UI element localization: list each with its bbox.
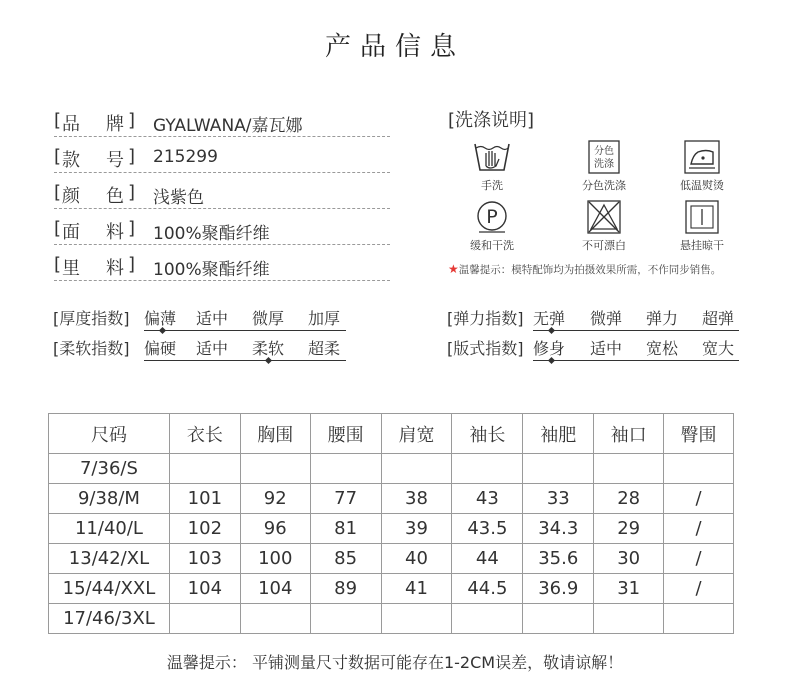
column-header: 胸围 (240, 414, 310, 454)
column-header: 袖口 (594, 414, 664, 454)
table-cell (240, 454, 310, 484)
index-label: [厚度指数] (53, 309, 130, 328)
spec-value: 100%聚酯纤维 (153, 224, 270, 244)
table-cell: 104 (169, 574, 240, 604)
index-label: [弹力指数] (447, 309, 524, 328)
table-cell: 102 (169, 514, 240, 544)
table-cell: 39 (381, 514, 452, 544)
wash-label: 分色洗涤 (582, 179, 626, 192)
table-cell: 41 (381, 574, 452, 604)
table-cell: 38 (381, 484, 452, 514)
column-header: 臀围 (664, 414, 734, 454)
table-cell (381, 454, 452, 484)
index-option: 宽大 (702, 339, 735, 358)
table-cell: 89 (310, 574, 381, 604)
table-cell (594, 454, 664, 484)
wash-item-hand-wash (447, 140, 537, 193)
table-cell: 35.6 (523, 544, 594, 574)
table-cell: 100 (240, 544, 310, 574)
table-cell: 11/40/L (49, 514, 170, 544)
table-cell (169, 604, 240, 634)
table-row (49, 514, 734, 544)
table-cell: 40 (381, 544, 452, 574)
table-row (49, 604, 734, 634)
table-cell: 77 (310, 484, 381, 514)
index-option: 适中 (196, 309, 229, 328)
spec-label-2: 料 (106, 258, 124, 279)
index-option: 超弹 (702, 309, 735, 328)
wash-label: 低温熨烫 (680, 179, 724, 192)
index-option: 弹力 (646, 309, 679, 328)
table-cell: 33 (523, 484, 594, 514)
table-cell: 34.3 (523, 514, 594, 544)
wash-item-hang-dry (657, 200, 747, 253)
table-cell: 15/44/XXL (49, 574, 170, 604)
wash-item-no-bleach (559, 200, 649, 253)
table-cell: 36.9 (523, 574, 594, 604)
table-cell (523, 604, 594, 634)
table-cell: 13/42/XL (49, 544, 170, 574)
gentle-dry-clean-icon (474, 200, 510, 234)
page-title: 产品信息 (324, 32, 465, 62)
spec-label-1: 款 (62, 150, 80, 171)
spec-value: 100%聚酯纤维 (153, 260, 270, 280)
table-cell (452, 604, 523, 634)
index-elasticity (447, 306, 747, 332)
index-option: 修身 (533, 339, 566, 358)
hand-wash-icon (473, 140, 511, 174)
table-cell: 103 (169, 544, 240, 574)
index-label: [柔软指数] (53, 339, 130, 358)
column-header: 肩宽 (381, 414, 452, 454)
index-fit (447, 336, 747, 362)
table-cell: / (664, 484, 734, 514)
spec-value: GYALWANA/嘉瓦娜 (153, 116, 303, 136)
table-cell (310, 604, 381, 634)
index-option: 偏硬 (144, 339, 177, 358)
table-header-row (49, 414, 734, 454)
spec-label-1: 里 (62, 258, 80, 279)
table-row (49, 484, 734, 514)
table-row (49, 454, 734, 484)
table-cell: 43.5 (452, 514, 523, 544)
table-cell: 31 (594, 574, 664, 604)
table-row (49, 574, 734, 604)
wash-label: 手洗 (481, 179, 503, 192)
table-cell: 29 (594, 514, 664, 544)
table-cell (310, 454, 381, 484)
table-cell (240, 604, 310, 634)
low-temp-iron-icon (684, 140, 720, 174)
spec-label-2: 号 (106, 150, 124, 171)
separate-wash-icon (588, 140, 620, 174)
index-softness (53, 336, 353, 362)
wash-item-separate-wash (559, 140, 649, 193)
spec-value: 215299 (153, 147, 218, 167)
index-option: 加厚 (308, 309, 341, 328)
table-cell: 9/38/M (49, 484, 170, 514)
table-cell (664, 604, 734, 634)
table-cell: 17/46/3XL (49, 604, 170, 634)
table-cell (381, 604, 452, 634)
table-cell: 44 (452, 544, 523, 574)
index-option: 宽松 (646, 339, 679, 358)
table-cell: 104 (240, 574, 310, 604)
table-cell: 30 (594, 544, 664, 574)
index-option: 无弹 (533, 309, 566, 328)
table-cell: 44.5 (452, 574, 523, 604)
footer-note: 温馨提示： 平铺测量尺寸数据可能存在1-2CM误差，敬请谅解！ (166, 653, 624, 672)
icon-text: P (486, 206, 498, 228)
column-header: 袖长 (452, 414, 523, 454)
index-option: 适中 (590, 339, 623, 358)
spec-row-color: [ 颜 色 ] 浅紫色 (54, 178, 390, 209)
wash-tip (448, 262, 721, 277)
wash-label: 不可漂白 (582, 239, 626, 252)
no-bleach-icon (587, 200, 621, 234)
spec-label-1: 面 (62, 222, 80, 243)
table-cell: 85 (310, 544, 381, 574)
spec-row-lining: [ 里 料 ] 100%聚酯纤维 (54, 250, 390, 281)
spec-value: 浅紫色 (153, 188, 204, 208)
spec-row-brand: [ 品 牌 ] GYALWANA/嘉瓦娜 (54, 106, 390, 137)
index-option: 超柔 (308, 339, 341, 358)
spec-row-style-no: [ 款 号 ] 215299 (54, 142, 390, 173)
table-cell: 28 (594, 484, 664, 514)
wash-label: 缓和干洗 (470, 239, 514, 252)
tip-text: 温馨提示：模特配饰均为拍摄效果所需，不作同步销售。 (458, 264, 722, 276)
spec-label-1: 颜 (62, 186, 80, 207)
table-cell: 96 (240, 514, 310, 544)
table-cell: 7/36/S (49, 454, 170, 484)
spec-row-fabric: [ 面 料 ] 100%聚酯纤维 (54, 214, 390, 245)
column-header: 腰围 (310, 414, 381, 454)
spec-label-2: 牌 (106, 114, 124, 135)
index-option: 微厚 (252, 309, 285, 328)
table-cell (664, 454, 734, 484)
wash-item-low-iron (657, 140, 747, 193)
table-cell: 81 (310, 514, 381, 544)
table-cell: 43 (452, 484, 523, 514)
index-option: 柔软 (252, 339, 285, 358)
table-cell: 101 (169, 484, 240, 514)
icon-text: 洗涤 (594, 159, 614, 170)
table-cell: / (664, 574, 734, 604)
index-option: 微弹 (590, 309, 623, 328)
index-option: 偏薄 (144, 309, 177, 328)
spec-label-2: 色 (106, 186, 124, 207)
table-row (49, 544, 734, 574)
star-icon: ★ (448, 262, 459, 276)
table-cell: / (664, 544, 734, 574)
wash-title: [洗涤说明] (448, 110, 535, 131)
column-header: 袖肥 (523, 414, 594, 454)
table-cell (523, 454, 594, 484)
index-label: [版式指数] (447, 339, 524, 358)
wash-label: 悬挂晾干 (680, 239, 724, 252)
table-cell (594, 604, 664, 634)
size-table (48, 413, 734, 634)
spec-label-1: 品 (62, 114, 80, 135)
table-cell (452, 454, 523, 484)
column-header: 尺码 (49, 414, 170, 454)
table-cell: / (664, 514, 734, 544)
index-option: 适中 (196, 339, 229, 358)
index-thickness (53, 306, 353, 332)
table-cell: 92 (240, 484, 310, 514)
wash-item-gentle-dry-clean (447, 200, 537, 253)
spec-label-2: 料 (106, 222, 124, 243)
icon-text: 分色 (594, 146, 614, 157)
table-cell (169, 454, 240, 484)
hang-dry-icon (685, 200, 719, 234)
column-header: 衣长 (169, 414, 240, 454)
